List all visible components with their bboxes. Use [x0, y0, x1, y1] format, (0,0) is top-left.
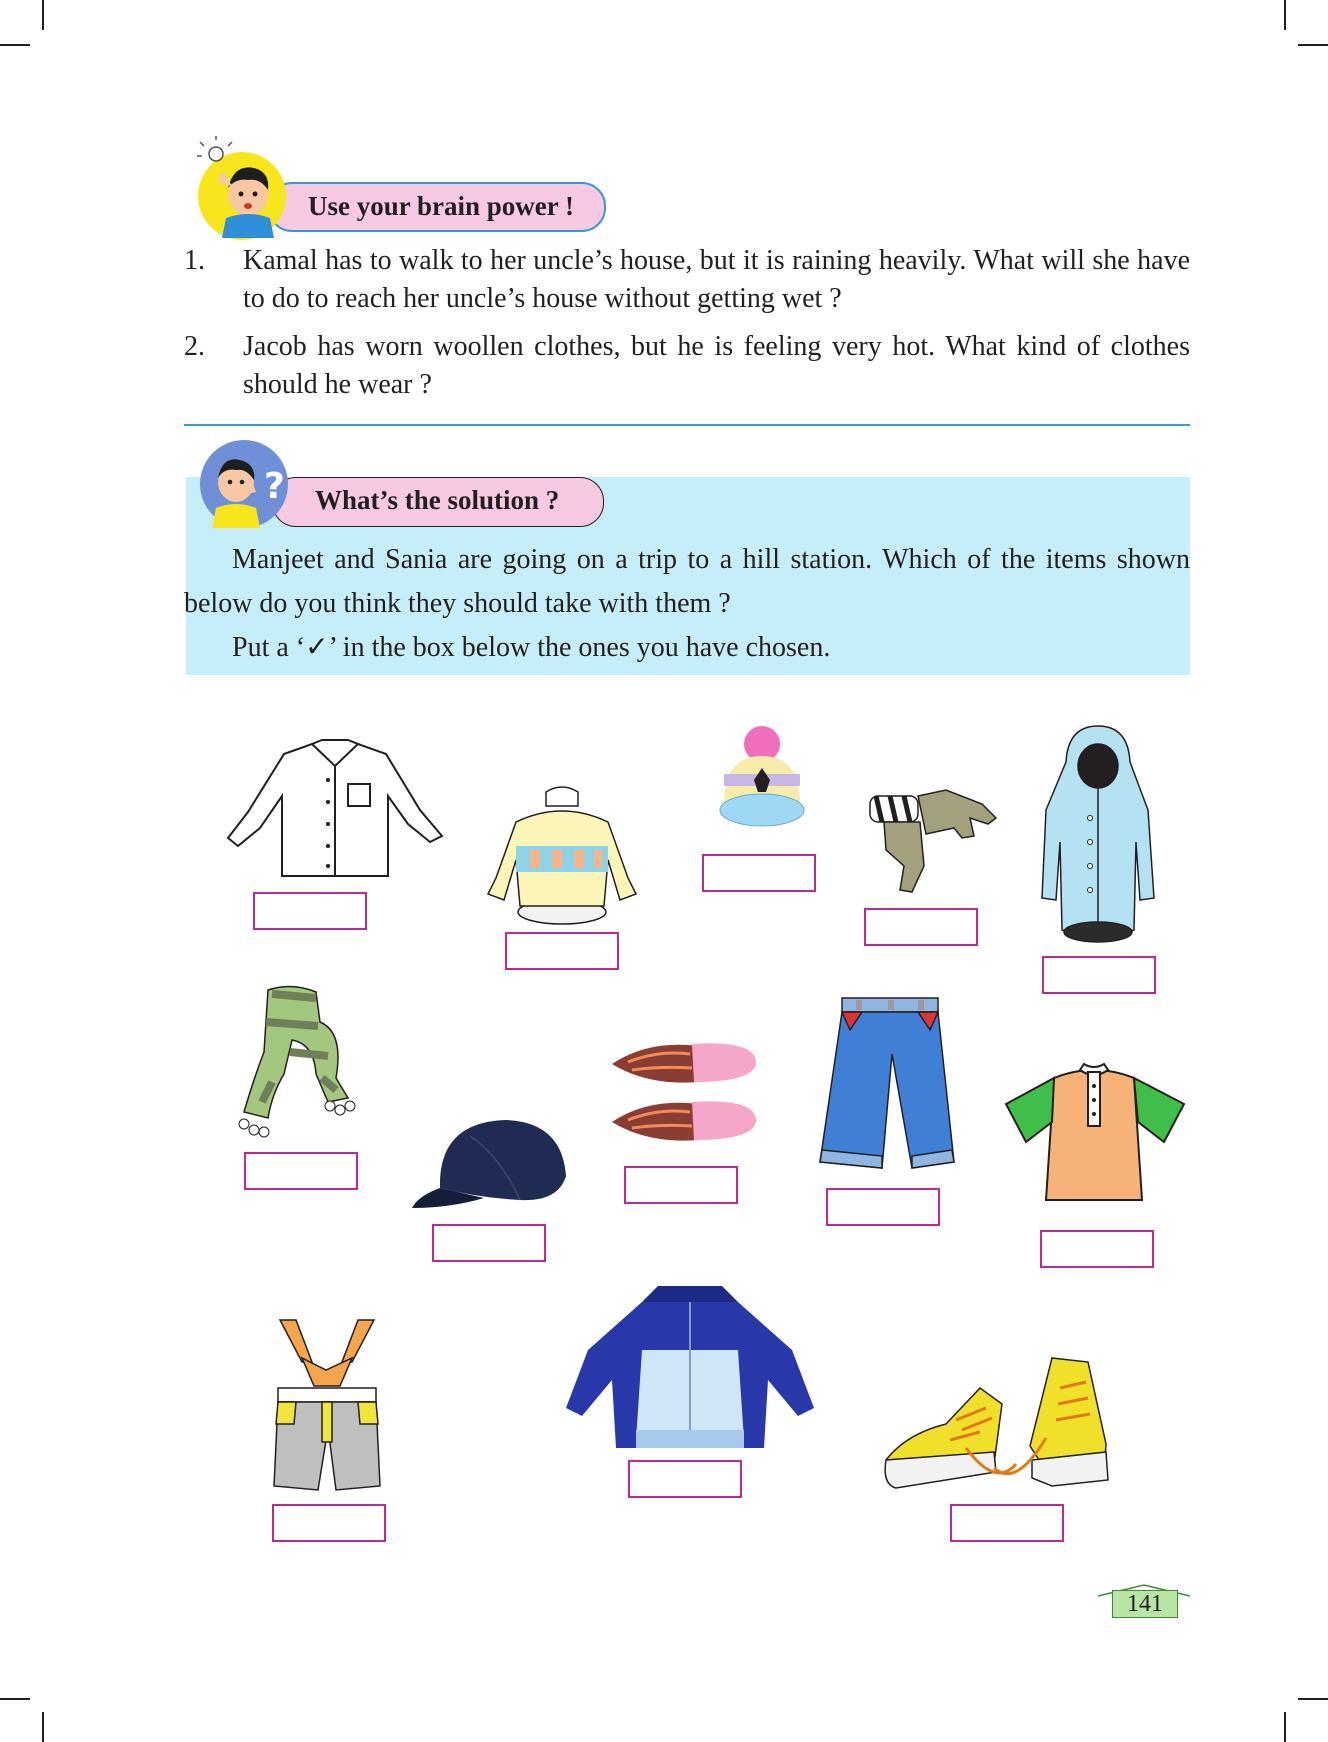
crop-mark — [1284, 0, 1286, 30]
shorts-icon — [266, 1318, 388, 1494]
thinking-boy-icon — [190, 134, 300, 244]
shirt-checkbox[interactable] — [253, 892, 367, 930]
question-boy-icon — [194, 438, 298, 530]
raincoat-checkbox[interactable] — [1042, 956, 1156, 994]
question-text: Jacob has worn woollen clothes, but he is feeling very hot. What kind of clothes should he wear ? — [243, 331, 1190, 400]
brain-power-questions — [184, 242, 1190, 414]
brain-power-heading-text: Use your brain power ! — [308, 191, 575, 221]
cap-checkbox[interactable] — [432, 1224, 546, 1262]
question-item — [184, 242, 1190, 318]
question-text: Kamal has to walk to her uncle’s house, but it is raining heavily. What will she have to do to reach her uncle’s house without getting wet ? — [243, 245, 1190, 314]
question-number: 1. — [184, 245, 205, 276]
crop-mark — [0, 1698, 30, 1700]
cap-icon — [410, 1116, 570, 1216]
scarf-icon — [232, 982, 372, 1146]
woollen-cap-icon — [710, 722, 810, 832]
shirt-icon — [224, 740, 446, 880]
sweater-checkbox[interactable] — [505, 932, 619, 970]
jacket-icon — [562, 1280, 818, 1450]
crop-mark — [1284, 1712, 1286, 1742]
sneakers-icon — [876, 1348, 1120, 1496]
woollen-cap-checkbox[interactable] — [702, 854, 816, 892]
svg-text:?: ? — [264, 466, 285, 507]
solution-instruction: Put a ‘✓’ in the box below the ones you have chosen. — [232, 632, 831, 663]
crop-mark — [1298, 44, 1328, 46]
jacket-checkbox[interactable] — [628, 1460, 742, 1498]
raincoat-icon — [1032, 722, 1162, 946]
question-number: 2. — [184, 331, 205, 362]
crop-mark — [1298, 1698, 1328, 1700]
gloves-checkbox[interactable] — [864, 908, 978, 946]
sneakers-checkbox[interactable] — [950, 1504, 1064, 1542]
crop-mark — [42, 1712, 44, 1742]
question-item — [184, 328, 1190, 404]
solution-heading — [272, 477, 604, 527]
t-shirt-icon — [1002, 1060, 1188, 1208]
scarf-checkbox[interactable] — [244, 1152, 358, 1190]
shorts-checkbox[interactable] — [272, 1504, 386, 1542]
sweater-icon — [482, 782, 642, 928]
gloves-icon — [862, 778, 1000, 894]
solution-text — [184, 538, 1190, 670]
section-divider — [184, 424, 1190, 426]
jeans-checkbox[interactable] — [826, 1188, 940, 1226]
slippers-checkbox[interactable] — [624, 1166, 738, 1204]
page-number: 141 — [1112, 1590, 1178, 1618]
jeans-icon — [816, 996, 956, 1172]
solution-paragraph: Manjeet and Sania are going on a trip to a hill station. Which of the items shown below do you think they should take with them ? — [184, 544, 1190, 619]
t-shirt-checkbox[interactable] — [1040, 1230, 1154, 1268]
solution-heading-text: What’s the solution ? — [315, 485, 560, 515]
brain-power-heading — [268, 182, 606, 232]
crop-mark — [0, 44, 30, 46]
slippers-icon — [608, 1036, 762, 1152]
crop-mark — [42, 0, 44, 30]
